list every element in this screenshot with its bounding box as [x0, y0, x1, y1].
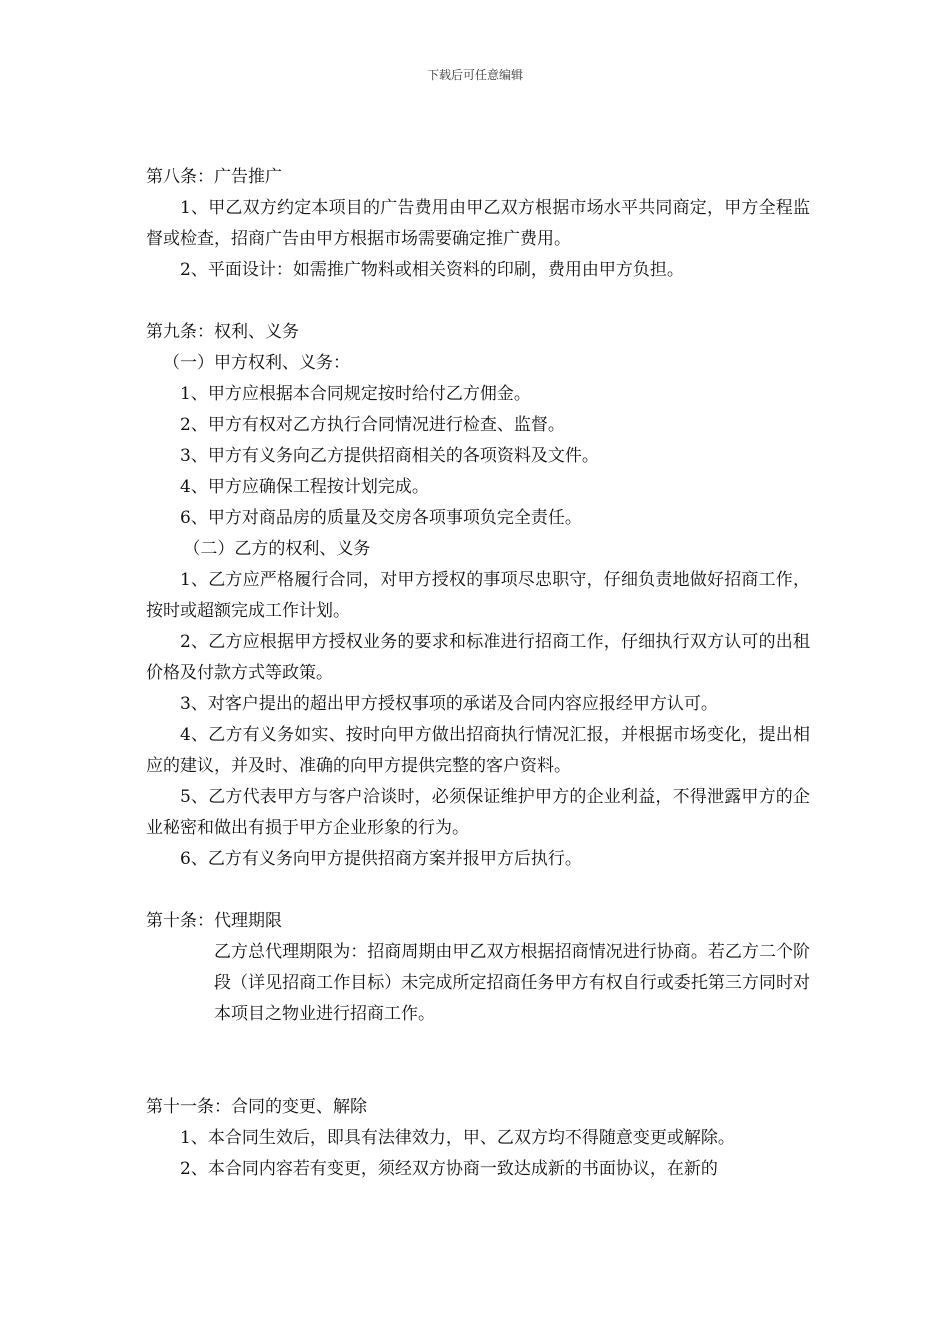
- party-b-item-3: 3、对客户提出的超出甲方授权事项的承诺及合同内容应报经甲方认可。: [180, 694, 718, 714]
- spacer: [146, 875, 810, 906]
- section-9-subheading-party-b: （二）乙方的权利、义务: [183, 539, 371, 559]
- section-8-paragraph-2: 2、平面设计：如需推广物料或相关资料的印刷，费用由甲方负担。: [180, 260, 684, 280]
- section-8-title: 第八条：广告推广: [146, 167, 282, 187]
- section-11-paragraph-2: 2、本合同内容若有变更，须经双方协商一致达成新的书面协议，在新的: [180, 1159, 718, 1179]
- party-b-item-2: 2、乙方应根据甲方授权业务的要求和标准进行招商工作，仔细执行双方认可的出租价格及付款方式等政策。: [146, 632, 810, 683]
- party-a-item-1: 1、甲方应根据本合同规定按时给付乙方佣金。: [180, 384, 531, 404]
- party-a-item-3: 3、甲方有义务向乙方提供招商相关的各项资料及文件。: [180, 446, 599, 466]
- section-8: [146, 162, 810, 286]
- party-a-item-6: 6、甲方对商品房的质量及交房各项事项负完全责任。: [180, 508, 582, 528]
- section-9-title: 第九条：权利、义务: [146, 322, 299, 342]
- section-11-paragraph-1: 1、本合同生效后，即具有法律效力，甲、乙双方均不得随意变更或解除。: [180, 1128, 735, 1148]
- spacer: [146, 1030, 810, 1092]
- party-b-item-1: 1、乙方应严格履行合同，对甲方授权的事项尽忠职守，仔细负责地做好招商工作，按时或超额完成工作计划。: [146, 570, 810, 621]
- section-9-subheading-party-a: （一）甲方权利、义务：: [163, 353, 350, 373]
- section-10: [146, 906, 810, 1030]
- section-8-paragraph-1: 1、甲乙双方约定本项目的广告费用由甲乙双方根据市场水平共同商定，甲方全程监督或检查，招商广告由甲方根据市场需要确定推广费用。: [146, 198, 810, 249]
- party-b-item-6: 6、乙方有义务向甲方提供招商方案并报甲方后执行。: [180, 849, 582, 869]
- section-9: [146, 317, 810, 875]
- party-a-item-2: 2、甲方有权对乙方执行合同情况进行检查、监督。: [180, 415, 565, 435]
- page-header: 下载后可任意编辑: [426, 68, 523, 82]
- party-b-item-5: 5、乙方代表甲方与客户洽谈时，必须保证维护甲方的企业利益，不得泄露甲方的企业秘密和做出有损于甲方企业形象的行为。: [146, 787, 810, 838]
- section-11: [146, 1092, 810, 1185]
- party-b-item-4: 4、乙方有义务如实、按时向甲方做出招商执行情况汇报，并根据市场变化，提出相应的建议，并及时、准确的向甲方提供完整的客户资料。: [146, 725, 810, 776]
- section-10-body: 乙方总代理期限为：招商周期由甲乙双方根据招商情况进行协商。若乙方二个阶段（详见招商工作目标）未完成所定招商任务甲方有权自行或委托第三方同时对本项目之物业进行招商工作。: [214, 942, 810, 1024]
- section-11-title: 第十一条：合同的变更、解除: [146, 1097, 367, 1117]
- section-10-title: 第十条：代理期限: [146, 911, 282, 931]
- party-a-item-4: 4、甲方应确保工程按计划完成。: [180, 477, 429, 497]
- spacer: [146, 286, 810, 317]
- document-body: [146, 162, 810, 1185]
